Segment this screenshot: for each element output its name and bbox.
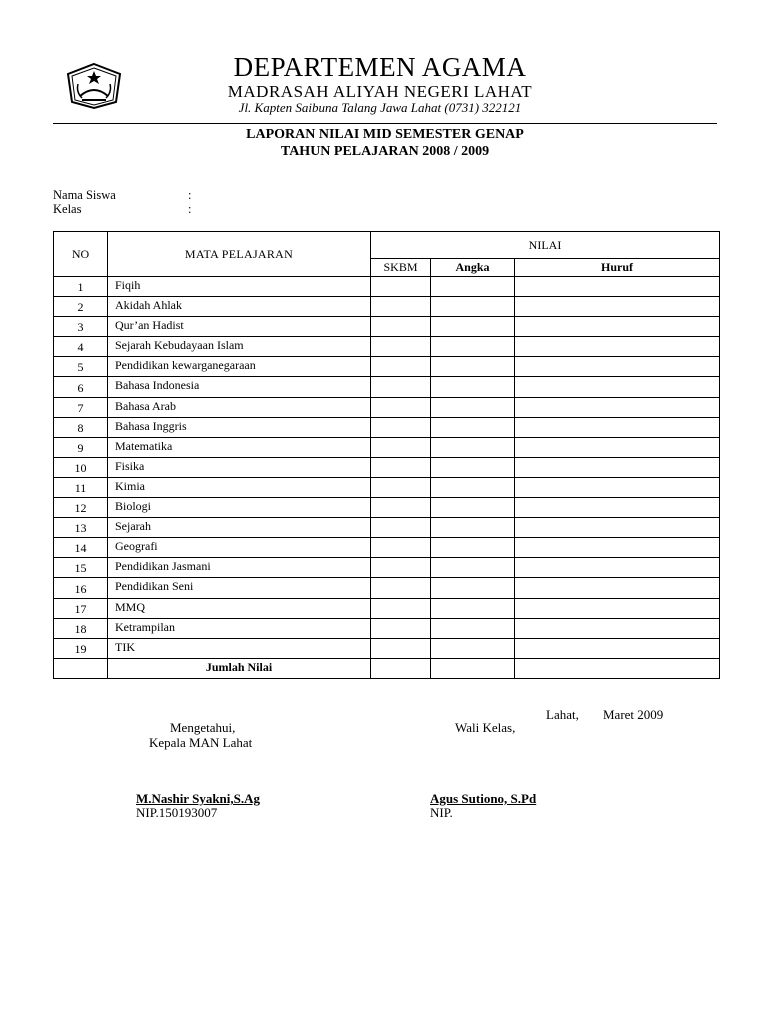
header-no: NO [54, 232, 108, 277]
huruf-cell[interactable] [515, 437, 720, 457]
table-row [54, 417, 720, 437]
subject-name: Fisika [108, 457, 371, 477]
huruf-cell[interactable] [515, 538, 720, 558]
huruf-cell[interactable] [515, 337, 720, 357]
school-address: Jl. Kapten Saibuna Talang Jawa Lahat (0731) 322121 [238, 100, 522, 115]
row-number: 12 [54, 498, 108, 518]
table-row [54, 277, 720, 297]
table-row [54, 598, 720, 618]
subject-name: Sejarah Kebudayaan Islam [108, 337, 371, 357]
row-number: 6 [54, 377, 108, 397]
table-row [54, 297, 720, 317]
row-number: 7 [54, 397, 108, 417]
row-number: 1 [54, 277, 108, 297]
subject-name: Sejarah [108, 518, 371, 538]
teacher-name: Agus Sutiono, S.Pd [430, 791, 537, 806]
skbm-cell[interactable] [371, 518, 431, 538]
acknowledged-label: Mengetahui, [170, 720, 236, 735]
angka-cell[interactable] [431, 377, 515, 397]
subject-name: Biologi [108, 498, 371, 518]
angka-cell[interactable] [431, 317, 515, 337]
skbm-cell[interactable] [371, 618, 431, 638]
table-row [54, 618, 720, 638]
table-row [54, 317, 720, 337]
skbm-cell[interactable] [371, 558, 431, 578]
angka-cell[interactable] [431, 598, 515, 618]
row-number: 5 [54, 357, 108, 377]
table-row [54, 397, 720, 417]
angka-cell[interactable] [431, 337, 515, 357]
angka-cell[interactable] [431, 518, 515, 538]
subject-name: MMQ [108, 598, 371, 618]
skbm-cell[interactable] [371, 477, 431, 497]
huruf-cell[interactable] [515, 558, 720, 578]
teacher-nip: NIP. [430, 805, 453, 820]
subject-name: Bahasa Inggris [108, 417, 371, 437]
skbm-cell[interactable] [371, 538, 431, 558]
table-row [54, 337, 720, 357]
row-number: 18 [54, 618, 108, 638]
class-label: Kelas [53, 202, 82, 216]
angka-cell[interactable] [431, 618, 515, 638]
subject-name: Matematika [108, 437, 371, 457]
table-row [54, 538, 720, 558]
subject-name: Fiqih [108, 277, 371, 297]
huruf-cell[interactable] [515, 598, 720, 618]
row-number: 19 [54, 638, 108, 658]
huruf-cell[interactable] [515, 397, 720, 417]
total-angka-cell[interactable] [431, 658, 515, 678]
row-number: 3 [54, 317, 108, 337]
huruf-cell[interactable] [515, 317, 720, 337]
skbm-cell[interactable] [371, 598, 431, 618]
report-title: LAPORAN NILAI MID SEMESTER GENAP [246, 127, 524, 142]
row-number: 4 [54, 337, 108, 357]
huruf-cell[interactable] [515, 377, 720, 397]
skbm-cell[interactable] [371, 277, 431, 297]
huruf-cell[interactable] [515, 498, 720, 518]
skbm-cell[interactable] [371, 297, 431, 317]
skbm-cell[interactable] [371, 638, 431, 658]
subject-name: Kimia [108, 477, 371, 497]
huruf-cell[interactable] [515, 417, 720, 437]
header-divider [53, 123, 717, 124]
skbm-cell[interactable] [371, 437, 431, 457]
angka-cell[interactable] [431, 417, 515, 437]
subject-name: Bahasa Arab [108, 397, 371, 417]
huruf-cell[interactable] [515, 477, 720, 497]
school-name: MADRASAH ALIYAH NEGERI LAHAT [227, 82, 533, 101]
huruf-cell[interactable] [515, 457, 720, 477]
skbm-cell[interactable] [371, 337, 431, 357]
principal-name: M.Nashir Syakni,S.Ag [136, 791, 261, 806]
academic-year: TAHUN PELAJARAN 2008 / 2009 [280, 144, 490, 159]
subject-name: Bahasa Indonesia [108, 377, 371, 397]
angka-cell[interactable] [431, 638, 515, 658]
table-row [54, 518, 720, 538]
row-number: 17 [54, 598, 108, 618]
table-row [54, 578, 720, 598]
total-label: Jumlah Nilai [108, 658, 371, 678]
huruf-cell[interactable] [515, 638, 720, 658]
header-skbm: SKBM [371, 259, 431, 277]
row-number: 14 [54, 538, 108, 558]
table-row [54, 477, 720, 497]
skbm-cell[interactable] [371, 498, 431, 518]
header-angka: Angka [431, 259, 515, 277]
angka-cell[interactable] [431, 357, 515, 377]
subject-name: Qur’an Hadist [108, 317, 371, 337]
row-number: 16 [54, 578, 108, 598]
angka-cell[interactable] [431, 457, 515, 477]
row-number: 13 [54, 518, 108, 538]
skbm-cell[interactable] [371, 397, 431, 417]
huruf-cell[interactable] [515, 618, 720, 638]
homeroom-teacher-label: Wali Kelas, [455, 720, 516, 735]
angka-cell[interactable] [431, 477, 515, 497]
grades-table [53, 231, 720, 679]
header-huruf: Huruf [515, 259, 720, 277]
table-row [54, 558, 720, 578]
row-number: 15 [54, 558, 108, 578]
huruf-cell[interactable] [515, 297, 720, 317]
class-colon: : [188, 202, 192, 216]
angka-cell[interactable] [431, 297, 515, 317]
student-name-label: Nama Siswa [53, 188, 116, 202]
subject-name: Akidah Ahlak [108, 297, 371, 317]
subject-name: Geografi [108, 538, 371, 558]
table-row [54, 638, 720, 658]
table-row [54, 437, 720, 457]
angka-cell[interactable] [431, 498, 515, 518]
angka-cell[interactable] [431, 538, 515, 558]
row-number: 10 [54, 457, 108, 477]
subject-name: Pendidikan Jasmani [108, 558, 371, 578]
huruf-cell[interactable] [515, 518, 720, 538]
header-nilai: NILAI [371, 232, 720, 259]
signing-date: Maret 2009 [603, 707, 664, 722]
angka-cell[interactable] [431, 578, 515, 598]
huruf-cell[interactable] [515, 277, 720, 297]
angka-cell[interactable] [431, 277, 515, 297]
row-number: 2 [54, 297, 108, 317]
skbm-cell[interactable] [371, 317, 431, 337]
table-row [54, 377, 720, 397]
total-skbm-cell[interactable] [371, 658, 431, 678]
table-row [54, 457, 720, 477]
principal-nip: NIP.150193007 [136, 805, 218, 820]
skbm-cell[interactable] [371, 457, 431, 477]
skbm-cell[interactable] [371, 578, 431, 598]
huruf-cell[interactable] [515, 578, 720, 598]
table-header-row [54, 232, 720, 259]
row-number: 8 [54, 417, 108, 437]
subject-name: Pendidikan Seni [108, 578, 371, 598]
total-huruf-cell[interactable] [515, 658, 720, 678]
institution-title: DEPARTEMEN AGAMA [233, 52, 527, 82]
subject-name: Pendidikan kewarganegaraan [108, 357, 371, 377]
total-no-cell [54, 658, 108, 678]
row-number: 9 [54, 437, 108, 457]
skbm-cell[interactable] [371, 377, 431, 397]
angka-cell[interactable] [431, 558, 515, 578]
student-name-colon: : [188, 188, 192, 202]
row-number: 11 [54, 477, 108, 497]
huruf-cell[interactable] [515, 357, 720, 377]
subject-name: Ketrampilan [108, 618, 371, 638]
subject-name: TIK [108, 638, 371, 658]
table-row [54, 498, 720, 518]
skbm-cell[interactable] [371, 357, 431, 377]
principal-title: Kepala MAN Lahat [149, 735, 253, 750]
skbm-cell[interactable] [371, 417, 431, 437]
angka-cell[interactable] [431, 437, 515, 457]
ministry-emblem-icon [64, 62, 124, 110]
signing-place: Lahat, [546, 707, 579, 722]
angka-cell[interactable] [431, 397, 515, 417]
total-row [54, 658, 720, 678]
table-row [54, 357, 720, 377]
header-subject: MATA PELAJARAN [108, 232, 371, 277]
